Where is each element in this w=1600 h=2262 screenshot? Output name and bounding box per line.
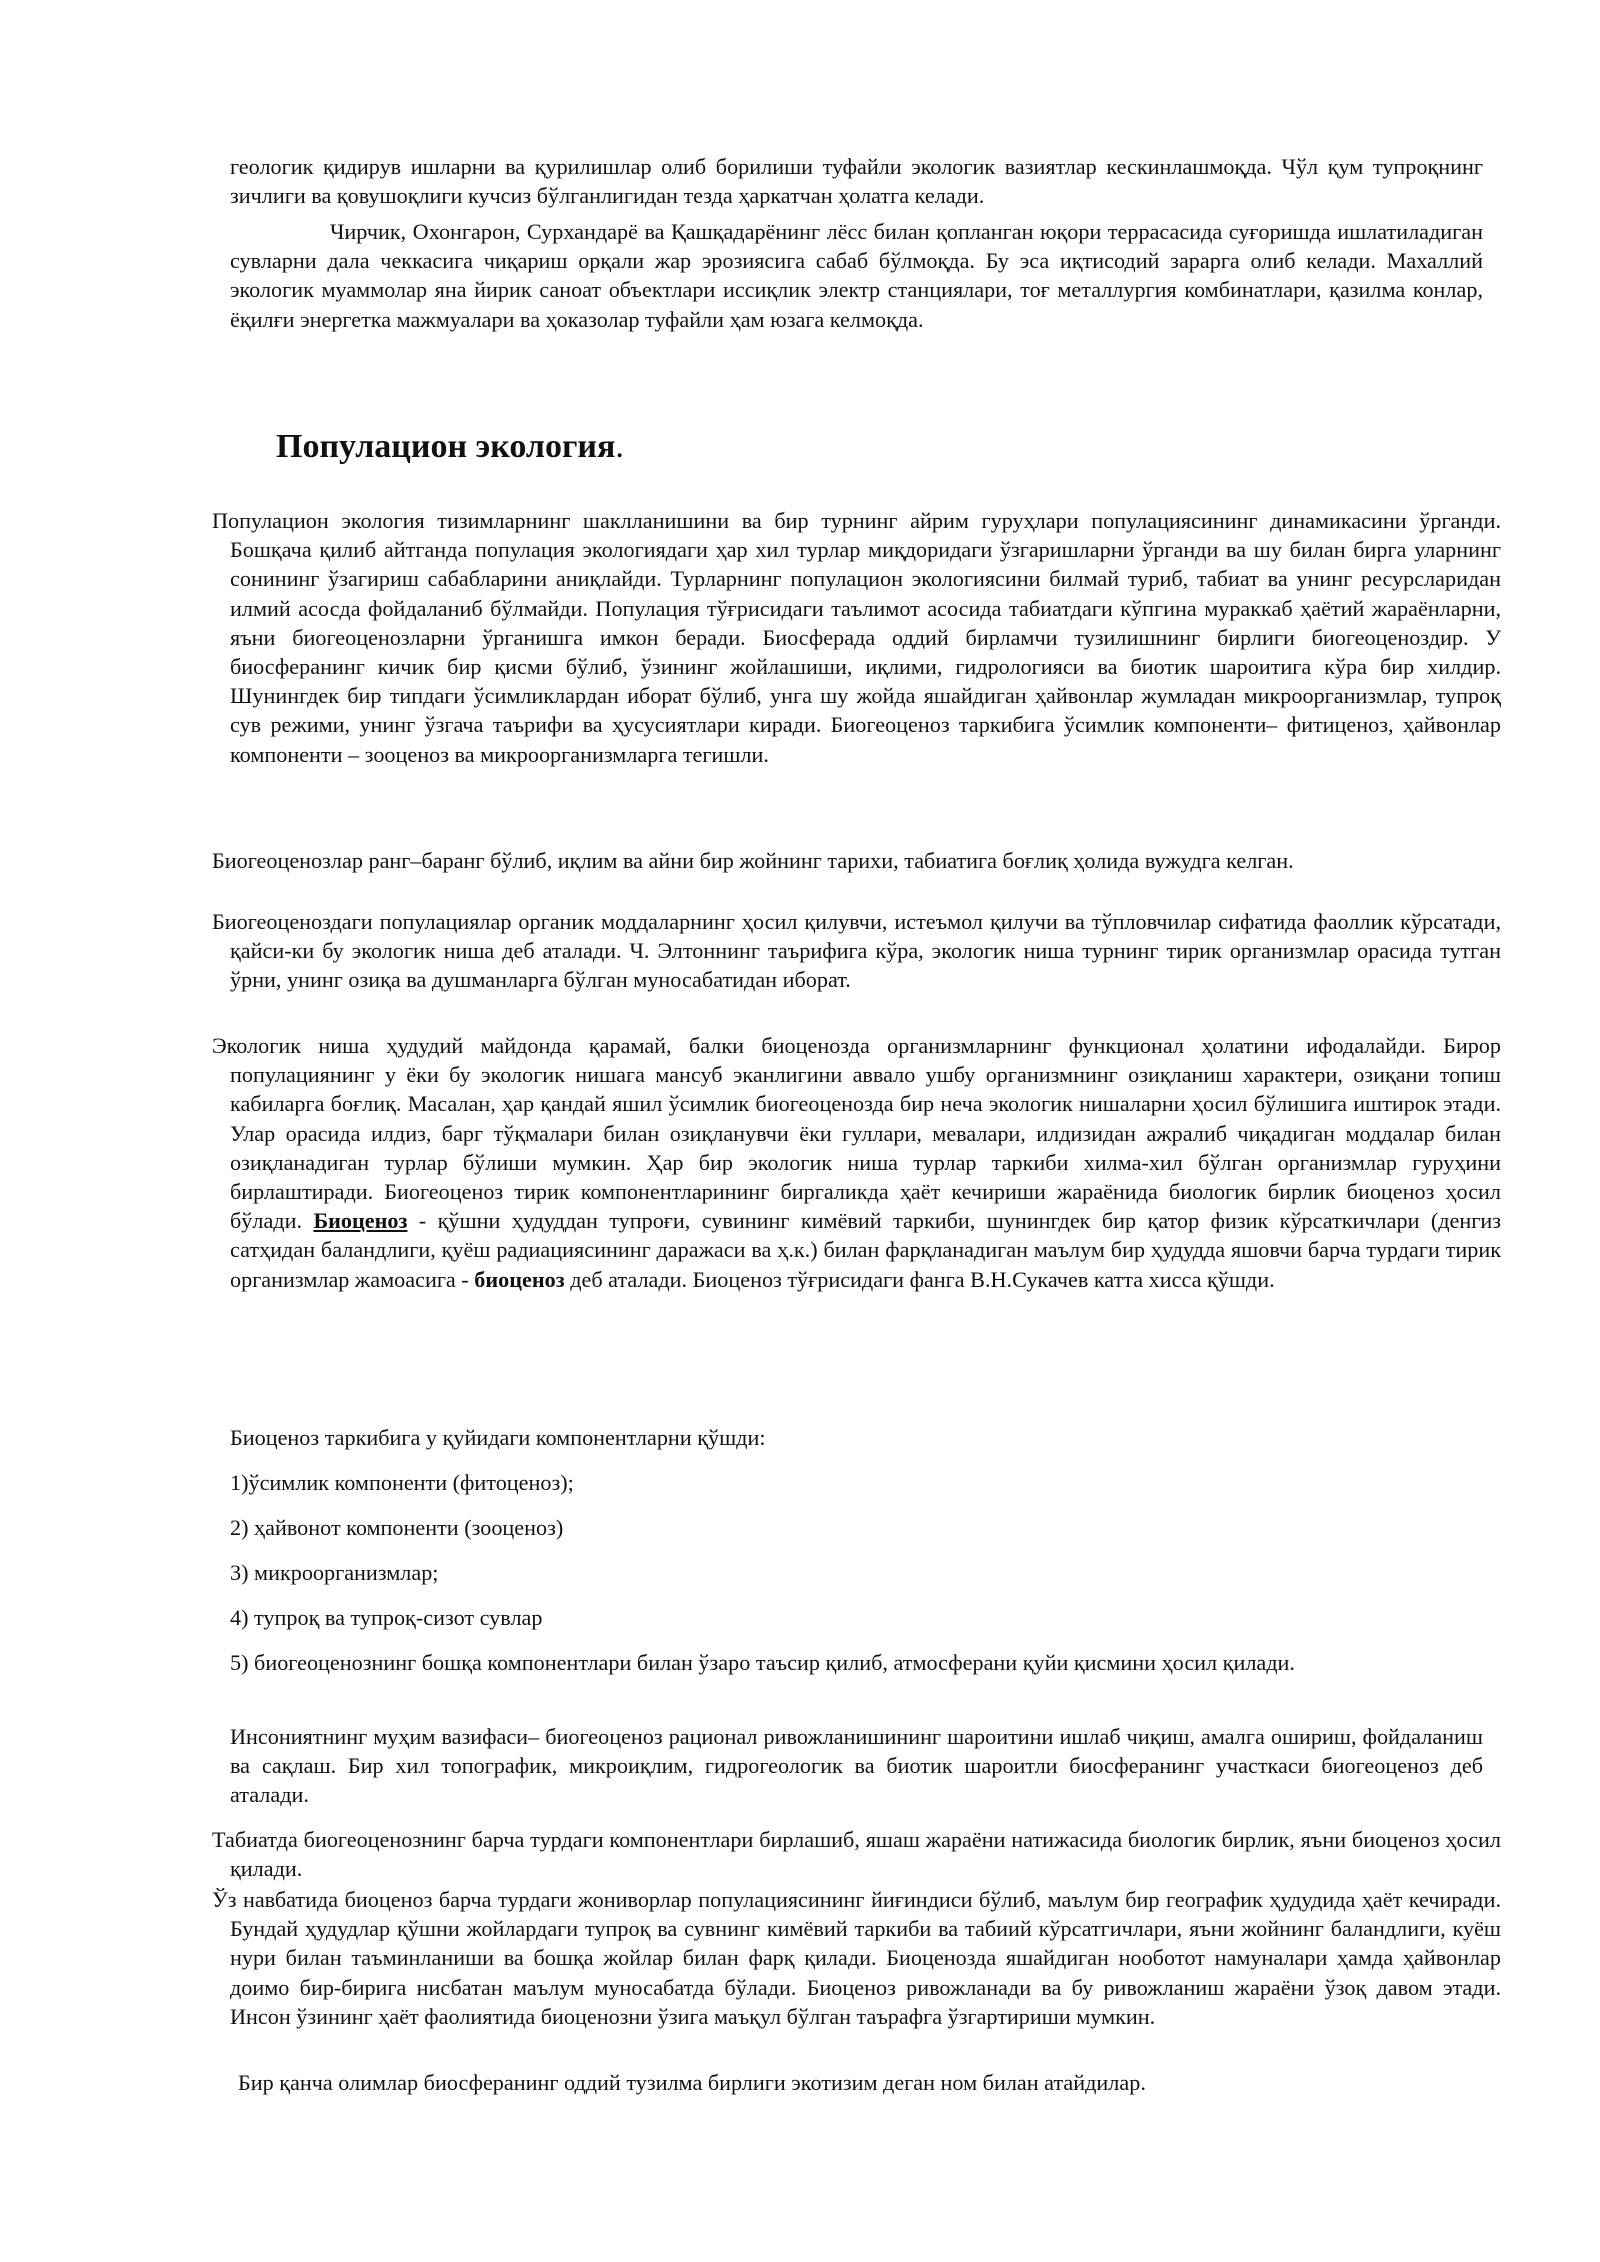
paragraph-4-part-c: деб аталади. Биоценоз тўғрисидаги фанга В.Н.Сукачев катта хисса қўшди. xyxy=(564,1266,1275,1292)
paragraph-8: Бир қанча олимлар биосферанинг оддий тузилма бирлиги экотизим деган ном билан атайдилар. xyxy=(238,2070,1146,2095)
section-heading xyxy=(276,427,624,467)
paragraph-4-part-b: - қўшни ҳудуддан тупроғи, сувининг кимёвий таркиби, шунингдек бир қатор физик кўрсаткичлари (денгиз сатҳидан баландлиги, қуёш радиациясининг даражаси ва ҳ.к.) билан фарқланадиган маълум бир ҳудудда яшовчи барча турдаги тирик организмлар жамоасига - xyxy=(230,1208,1501,1292)
list-item: 4) тупроқ ва тупроқ-сизот сувлар xyxy=(230,1605,543,1630)
paragraph-6: Табиатда биогеоценознинг барча турдаги компонентлари бирлашиб, яшаш жараёни натижасида биологик бирлик, яъни биоценоз ҳосил қилади. xyxy=(212,1827,1501,1882)
list-item: 5) биогеоценознинг бошқа компонентлари билан ўзаро таъсир қилиб, атмосферани қуйи қисмини ҳосил қилади. xyxy=(230,1650,1295,1675)
paragraph-7: Ўз навбатида биоценоз барча турдаги жониворлар популациясининг йиғиндиси бўлиб, маълум бир географик ҳудудида ҳаёт кечиради. Бундай ҳудудлар қўшни жойлардаги тупроқ ва сувнинг кимёвий таркиби ва табиий кўрсатгичлари, яъни жойнинг баландлиги, куёш нури билан таъминланиши ва бошқа жойлар билан фарқ қилади. Биоценозда яшайдиган нообoтот намуналари ҳамда ҳайвонлар доимо бир-бирига нисбатан маълум муносабатда бўлади. Биоценоз ривожланади ва бу ривожланиш жараёни ўзоқ давом этади. Инсон ўзининг ҳаёт фаолиятида биоценозни ўзига маъқул бўлган таърафга ўзгартириши мумкин. xyxy=(212,1887,1501,2029)
list-item: 3) микроорганизмлар; xyxy=(230,1560,439,1585)
paragraph-4 xyxy=(212,1031,1501,1294)
paragraph-4-part-a: Экологик ниша ҳудудий майдонда қарамай, балки биоценозда организмларнинг функционал ҳолатини ифодалайди. Бирор популациянинг у ёки бу экологик нишага мансуб эканлигини аввало ушбу организмнинг озиқланиш характери, озиқани топиш кабиларга боғлиқ. Масалан, ҳар қандай яшил ўсимлик биогеоценозда бир неча экологик нишаларни ҳосил бўлишига иштирок этади. Улар орасида илдиз, барг тўқмалари билан озиқланувчи ёки гуллари, мевалари, илдизидан ажралиб чиқадиган моддалар билан озиқланадиган турлар бўлиши мумкин. Ҳар бир экологик ниша турлар таркиби хилма-хил бўлган организмлар гуруҳини бирлаштиради. Биогеоценоз тирик компонентларининг биргаликда ҳаёт кечириши жараёнида биологик бирлик биоценоз ҳосил бўлади. xyxy=(212,1033,1501,1234)
term-biocenosis-underlined: Биоценоз xyxy=(313,1208,408,1234)
paragraph-intro-2: Чирчик, Охонгарон, Сурхандарё ва Қашқадарёнинг лёсс билан қопланган юқори террасасида суғоришда ишлатиладиган сувларни дала чеккасига чиқариш орқали жар эрозиясига сабаб бўлмоқда. Бу эса иқтисодий зарарга олиб келади. Махаллий экологик муаммолар яна йирик саноат объектлари иссиқлик электр станциялари, тоғ металлургия комбинатлари, қазилма конлар, ёқилғи энергетка мажмуалари ва ҳоказолар туфайли ҳам юзага келмоқда. xyxy=(230,219,1483,332)
section-heading-dot: . xyxy=(615,428,624,465)
section-heading-text: Популацион экология xyxy=(276,428,616,465)
paragraph-1: Популацион экология тизимларнинг шаклланишини ва бир турнинг айрим гуруҳлари популациясининг динамикасини ўрганди. Бошқача қилиб айтганда популация экологиядаги ҳар хил турлар миқдоридаги ўзгаришларни ўрганди ва шу билан бирга уларнинг сонининг ўзагириш сабабларини аниқлайди. Турларнинг популацион экологиясини билмай туриб, табиат ва унинг ресурсларидан илмий асосда фойдаланиб бўлмайди. Популация тўғрисидаги таълимот асосида табиатдаги кўпгина мураккаб ҳаётий жараёнларни, яъни биогеоценозларни ўрганишга имкон беради. Биосферада оддий бирламчи тузилишнинг бирлиги биогеоценоздир. У биосфеpанинг кичик бир қисми бўлиб, ўзининг жойлашиши, иқлими, гидрологияси ва биотик шароитига кўра бир хилдир. Шунингдек бир типдаги ўсимликлардан иборат бўлиб, унга шу жойда яшайдиган ҳайвонлар жумладан микроорганизмлар, тупроқ сув режими, унинг ўзгача таърифи ва ҳусусиятлари киради. Биогеоценоз таркибига ўсимлик компоненти– фитиценоз, ҳайвонлар компоненти – зооценоз ва микроорганизмларга тегишли. xyxy=(212,508,1501,767)
term-biocenosis-bold: биоценоз xyxy=(474,1266,565,1292)
paragraph-intro-1: геологик қидирув ишларни ва қурилишлар олиб борилиши туфайли экологик вазиятлар кескинлашмоқда. Чўл қум тупроқнинг зичлиги ва қовушоқлиги кучсиз бўлганлигидан тезда ҳаркатчан ҳолатга келади. xyxy=(230,154,1483,209)
paragraph-5: Инсониятнинг муҳим вазифаси– биогеоценоз рационал ривожланишининг шароитини ишлаб чиқиш, амалга ошириш, фойдаланиш ва сақлаш. Бир хил топографик, микроиқлим, гидрогеологик ва биотик шароитли биосферанинг участкаси биогеоценоз деб аталади. xyxy=(230,1724,1483,1808)
paragraph-2: Биогеоценозлар ранг–баранг бўлиб, иқлим ва айни бир жойнинг тарихи, табиатига боғлиқ ҳолида вужудга келган. xyxy=(212,848,1294,873)
list-item: 1)ўсимлик компоненти (фитоценоз); xyxy=(230,1470,574,1495)
list-item: 2) ҳайвонот компоненти (зооценоз) xyxy=(230,1515,564,1540)
paragraph-3: Биогеоценоздаги популациялар органик моддаларнинг ҳосил қилувчи, истеъмол қилучи ва тўпловчилар сифатида фаоллик кўрсатади, қайси-ки бу экологик ниша деб аталади. Ч. Элтоннинг таърифига кўра, экологик ниша турнинг тирик организмлар орасида тутган ўрни, унинг озиқа ва душманларга бўлган муносабатидан иборат. xyxy=(212,909,1501,993)
list-intro: Биоценоз таркибига у қуйидаги компонентларни қўшди: xyxy=(230,1425,766,1450)
